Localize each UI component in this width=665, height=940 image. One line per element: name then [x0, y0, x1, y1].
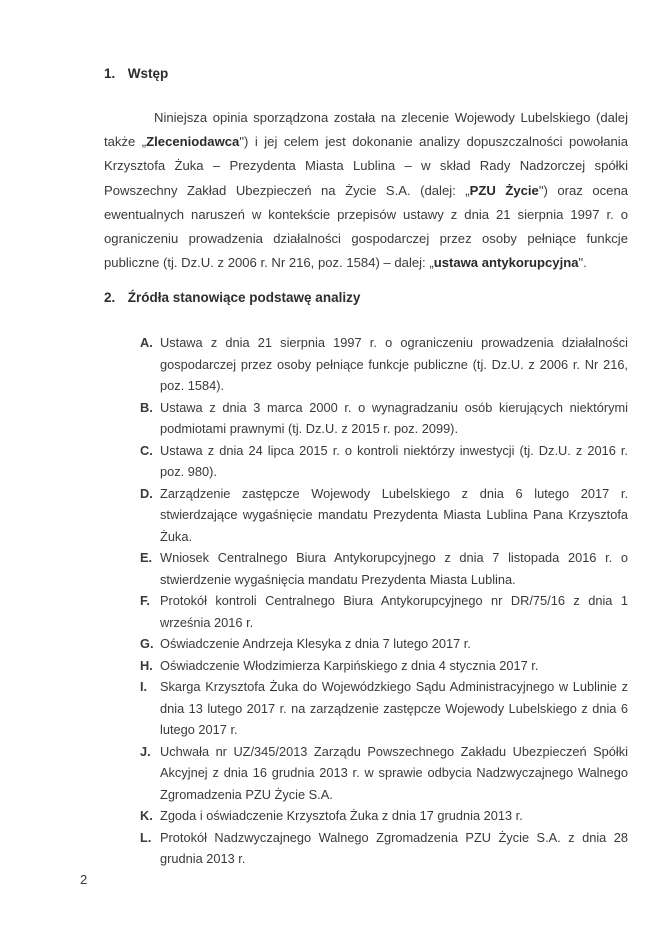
paragraph-text: Niniejsza opinia sporządzona została na zlecenie Wojewody Lubelskiego (dalej także „	[104, 110, 628, 150]
list-item	[140, 827, 628, 870]
list-item-text: Zarządzenie zastępcze Wojewody Lubelskiego z dnia 6 lutego 2017 r. stwierdzające wygaśnięcie mandatu Prezydenta Miasta Lublina Pana Krzysztofa Żuka.	[160, 485, 628, 544]
list-item	[140, 440, 628, 483]
list-item-text: Protokół Nadzwyczajnego Walnego Zgromadzenia PZU Życie S.A. z dnia 28 grudnia 2013 r.	[160, 829, 628, 866]
section-title: Wstęp	[127, 66, 169, 81]
list-item-text: Uchwała nr UZ/345/2013 Zarządu Powszechnego Zakładu Ubezpieczeń Spółki Akcyjnej z dnia 16 grudnia 2013 r. w sprawie odbycia Nadzwyczajnego Walnego Zgromadzenia PZU Życie S.A.	[160, 743, 628, 802]
list-item	[140, 805, 628, 827]
list-item	[140, 397, 628, 440]
list-item	[140, 332, 628, 397]
list-item	[140, 483, 628, 548]
list-marker: I.	[140, 679, 148, 694]
sources-list	[140, 332, 628, 870]
section-number: 2.	[104, 290, 116, 305]
list-item-text: Skarga Krzysztofa Żuka do Wojewódzkiego Sądu Administracyjnego w Lublinie z dnia 13 lutego 2017 r. na zarządzenie zastępcze Wojewody Lubelskiego z dnia 6 lutego 2017 r.	[160, 679, 628, 737]
list-item	[140, 633, 628, 655]
list-item-text: Wniosek Centralnego Biura Antykorupcyjnego z dnia 7 listopada 2016 r. o stwierdzenie wygaśnięcia mandatu Prezydenta Miasta Lublina.	[160, 550, 628, 587]
list-marker: H.	[140, 657, 153, 673]
list-item	[140, 655, 628, 677]
list-item-text: Zgoda i oświadczenie Krzysztofa Żuka z dnia 17 grudnia 2013 r.	[160, 808, 523, 823]
list-item-text: Ustawa z dnia 24 lipca 2015 r. o kontroli niektórzy inwestycji (tj. Dz.U. z 2016 r. poz. 980).	[160, 442, 628, 479]
section-heading-sources	[104, 290, 360, 305]
list-marker: J.	[140, 743, 151, 759]
paragraph-text: ") oraz ocena ewentualnych naruszeń w kontekście przepisów ustawy z dnia 21 sierpnia 1997 r. o ograniczeniu prowadzenia działalności gospodarczej przez osoby pełniące funkcje publiczne (tj. Dz.U. z 2006 r. Nr 216, poz. 1584) – dalej: „	[104, 182, 629, 271]
list-marker: B.	[140, 399, 153, 415]
paragraph-text: ") i jej celem jest dokonanie analizy dopuszczalności powołania Krzysztofa Żuka – Prezydenta Miasta Lublina – w skład Rady Nadzorczej spółki Powszechny Zakład Ubezpieczeń na Życie S.A. (dalej: „	[104, 134, 628, 198]
list-item	[140, 590, 628, 633]
section-heading-introduction	[104, 66, 168, 81]
list-marker: G.	[140, 636, 154, 651]
list-marker: L.	[140, 829, 152, 845]
list-item-text: Oświadczenie Włodzimierza Karpińskiego z dnia 4 stycznia 2017 r.	[160, 657, 539, 673]
section-number: 1.	[104, 66, 116, 81]
list-marker: D.	[140, 485, 153, 501]
list-marker: F.	[140, 593, 150, 608]
list-item-text: Ustawa z dnia 3 marca 2000 r. o wynagradzaniu osób kierujących niektórymi podmiotami prawnymi (tj. Dz.U. z 2015 r. poz. 2099).	[160, 399, 628, 436]
list-marker: C.	[140, 442, 153, 458]
page-number: 2	[80, 872, 88, 887]
paragraph-text: ".	[578, 255, 587, 271]
list-item-text: Ustawa z dnia 21 sierpnia 1997 r. o ograniczeniu prowadzenia działalności gospodarczej przez osoby pełniące funkcje publiczne (tj. Dz.U. z 2006 r. Nr 216, poz. 1584).	[160, 335, 628, 393]
list-marker: K.	[140, 808, 153, 823]
defined-term-pzu-zycie: PZU Życie	[469, 182, 539, 198]
section-title: Źródła stanowiące podstawę analizy	[127, 290, 361, 305]
defined-term-zleceniodawca: Zleceniodawca	[146, 134, 240, 150]
list-item-text: Protokół kontroli Centralnego Biura Antykorupcyjnego nr DR/75/16 z dnia 1 września 2016 r.	[160, 593, 628, 630]
list-item-text: Oświadczenie Andrzeja Klesyka z dnia 7 lutego 2017 r.	[160, 636, 471, 651]
list-item	[140, 676, 628, 741]
list-marker: A.	[140, 335, 153, 350]
list-marker: E.	[140, 550, 153, 565]
list-item	[140, 741, 628, 806]
introduction-paragraph	[104, 106, 628, 275]
defined-term-ustawa-antykorupcyjna: ustawa antykorupcyjna	[433, 255, 579, 271]
list-item	[140, 547, 628, 590]
